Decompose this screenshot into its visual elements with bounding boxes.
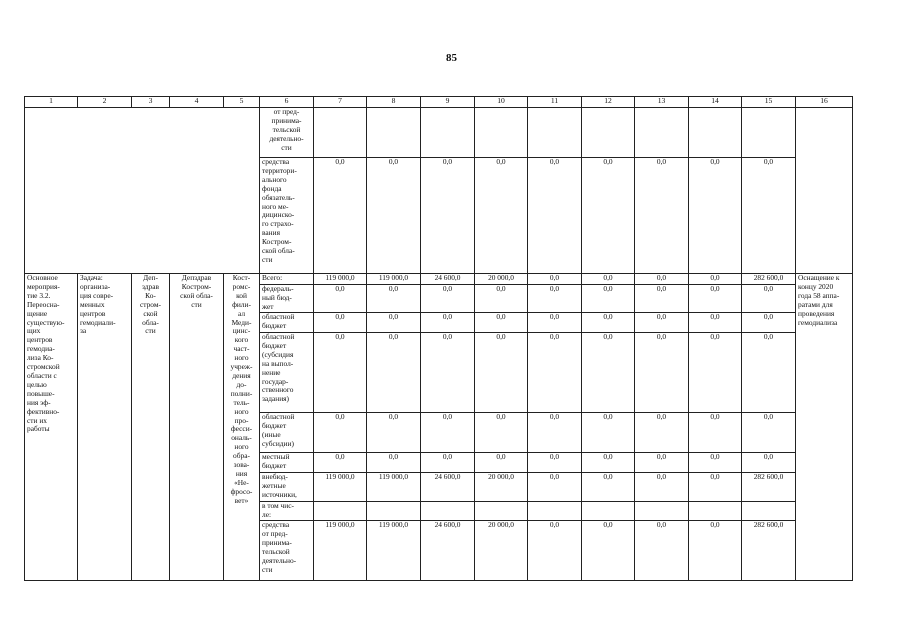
funding-source: местный бюджет bbox=[260, 453, 314, 473]
value-cell: 20 000,0 bbox=[475, 521, 528, 581]
value-cell bbox=[742, 108, 796, 158]
value-cell bbox=[314, 502, 367, 521]
value-cell bbox=[421, 502, 475, 521]
value-cell: 0,0 bbox=[742, 158, 796, 274]
value-cell: 0,0 bbox=[582, 333, 635, 413]
value-cell: 0,0 bbox=[421, 413, 475, 453]
value-cell: 0,0 bbox=[689, 453, 742, 473]
value-cell: 0,0 bbox=[635, 453, 689, 473]
value-cell: 0,0 bbox=[314, 313, 367, 333]
value-cell bbox=[582, 502, 635, 521]
column-header: 16 bbox=[796, 97, 853, 108]
page-number: 85 bbox=[446, 52, 457, 64]
value-cell: 0,0 bbox=[475, 333, 528, 413]
column-header: 7 bbox=[314, 97, 367, 108]
event-result: Оснащение к концу 2020 года 58 аппа- ратами для проведения гемодиализа bbox=[796, 274, 853, 581]
value-cell bbox=[635, 502, 689, 521]
value-cell bbox=[475, 108, 528, 158]
value-cell: 0,0 bbox=[635, 274, 689, 285]
value-cell bbox=[475, 502, 528, 521]
value-cell: 0,0 bbox=[528, 453, 582, 473]
value-cell: 0,0 bbox=[582, 313, 635, 333]
budget-table bbox=[24, 96, 853, 581]
value-cell: 0,0 bbox=[582, 413, 635, 453]
value-cell: 0,0 bbox=[582, 473, 635, 502]
value-cell bbox=[314, 108, 367, 158]
value-cell: 282 600,0 bbox=[742, 521, 796, 581]
funding-source: областной бюджет bbox=[260, 313, 314, 333]
value-cell: 0,0 bbox=[528, 274, 582, 285]
value-cell: 0,0 bbox=[582, 274, 635, 285]
value-cell: 0,0 bbox=[742, 453, 796, 473]
event-name: Основное мероприя- тие 3.2. Переосна- щение существую- щих центров гемодиа- лиза Ко- стромской области с целью повыше- ния эф- фективно- сти их работы bbox=[25, 274, 78, 581]
funding-source: областной бюджет (иные субсидии) bbox=[260, 413, 314, 453]
column-header: 3 bbox=[132, 97, 170, 108]
funding-source: внебюд- жетные источники, bbox=[260, 473, 314, 502]
value-cell: 0,0 bbox=[475, 413, 528, 453]
column-header: 6 bbox=[260, 97, 314, 108]
value-cell: 0,0 bbox=[582, 521, 635, 581]
funding-source: от пред- принима- тельской деятельно- сти bbox=[260, 108, 314, 158]
value-cell: 0,0 bbox=[475, 313, 528, 333]
value-cell: 24 600,0 bbox=[421, 521, 475, 581]
event-customer: Депздрав Костром- ской обла- сти bbox=[170, 274, 224, 581]
value-cell bbox=[635, 108, 689, 158]
value-cell: 119 000,0 bbox=[314, 473, 367, 502]
column-header: 2 bbox=[78, 97, 132, 108]
header-row bbox=[25, 97, 853, 108]
value-cell: 0,0 bbox=[742, 333, 796, 413]
empty-cell bbox=[25, 108, 260, 274]
value-cell: 20 000,0 bbox=[475, 473, 528, 502]
value-cell: 0,0 bbox=[314, 158, 367, 274]
value-cell: 119 000,0 bbox=[367, 473, 421, 502]
value-cell: 0,0 bbox=[528, 313, 582, 333]
value-cell: 0,0 bbox=[367, 333, 421, 413]
value-cell: 0,0 bbox=[689, 285, 742, 313]
column-header: 14 bbox=[689, 97, 742, 108]
value-cell: 0,0 bbox=[421, 453, 475, 473]
value-cell bbox=[742, 502, 796, 521]
value-cell: 0,0 bbox=[367, 413, 421, 453]
value-cell: 0,0 bbox=[635, 413, 689, 453]
value-cell: 0,0 bbox=[582, 158, 635, 274]
column-header: 8 bbox=[367, 97, 421, 108]
value-cell: 0,0 bbox=[528, 285, 582, 313]
value-cell: 0,0 bbox=[314, 333, 367, 413]
funding-source: средства территори- ального фонда обязатель- ного ме- дицинско- го страхо- вания Костром- ской обла- сти bbox=[260, 158, 314, 274]
value-cell: 0,0 bbox=[528, 413, 582, 453]
value-cell: 0,0 bbox=[475, 158, 528, 274]
value-cell: 0,0 bbox=[742, 285, 796, 313]
value-cell: 20 000,0 bbox=[475, 274, 528, 285]
column-header: 10 bbox=[475, 97, 528, 108]
value-cell: 0,0 bbox=[689, 158, 742, 274]
value-cell: 0,0 bbox=[635, 285, 689, 313]
column-header: 9 bbox=[421, 97, 475, 108]
value-cell: 0,0 bbox=[421, 158, 475, 274]
value-cell bbox=[367, 108, 421, 158]
value-cell bbox=[367, 502, 421, 521]
column-header: 11 bbox=[528, 97, 582, 108]
value-cell: 0,0 bbox=[421, 333, 475, 413]
value-cell: 0,0 bbox=[582, 453, 635, 473]
value-cell: 0,0 bbox=[689, 313, 742, 333]
value-cell: 0,0 bbox=[635, 333, 689, 413]
table-row bbox=[25, 274, 853, 285]
funding-source: федераль- ный бюд- жет bbox=[260, 285, 314, 313]
value-cell: 0,0 bbox=[314, 285, 367, 313]
column-header: 1 bbox=[25, 97, 78, 108]
value-cell: 24 600,0 bbox=[421, 274, 475, 285]
value-cell: 0,0 bbox=[421, 285, 475, 313]
value-cell: 0,0 bbox=[367, 313, 421, 333]
column-header: 4 bbox=[170, 97, 224, 108]
value-cell: 119 000,0 bbox=[367, 274, 421, 285]
value-cell: 0,0 bbox=[528, 333, 582, 413]
value-cell bbox=[528, 502, 582, 521]
column-header: 13 bbox=[635, 97, 689, 108]
value-cell: 282 600,0 bbox=[742, 473, 796, 502]
value-cell: 119 000,0 bbox=[314, 274, 367, 285]
table-row bbox=[25, 108, 853, 158]
value-cell: 0,0 bbox=[528, 473, 582, 502]
value-cell: 0,0 bbox=[421, 313, 475, 333]
value-cell: 0,0 bbox=[689, 413, 742, 453]
value-cell: 0,0 bbox=[314, 453, 367, 473]
value-cell: 0,0 bbox=[635, 473, 689, 502]
column-header: 5 bbox=[224, 97, 260, 108]
value-cell: 0,0 bbox=[367, 158, 421, 274]
value-cell: 0,0 bbox=[689, 333, 742, 413]
value-cell: 119 000,0 bbox=[314, 521, 367, 581]
column-header: 12 bbox=[582, 97, 635, 108]
event-performer: Кост- ромс- кой фили- ал Меди- цинс- кого част- ного учреж- дения до- полни- тель- ного про- фесси- ональ- ного обра- зова- ния «Не- фросо- вет» bbox=[224, 274, 260, 581]
event-executor: Деп- здрав Ко- стром- ской обла- сти bbox=[132, 274, 170, 581]
value-cell bbox=[689, 502, 742, 521]
funding-source: в том чис- ле: bbox=[260, 502, 314, 521]
value-cell: 0,0 bbox=[475, 453, 528, 473]
value-cell: 24 600,0 bbox=[421, 473, 475, 502]
value-cell: 0,0 bbox=[689, 274, 742, 285]
value-cell: 0,0 bbox=[742, 413, 796, 453]
value-cell: 0,0 bbox=[635, 158, 689, 274]
value-cell: 0,0 bbox=[528, 158, 582, 274]
value-cell: 0,0 bbox=[367, 285, 421, 313]
value-cell: 0,0 bbox=[528, 521, 582, 581]
value-cell: 0,0 bbox=[367, 453, 421, 473]
column-header: 15 bbox=[742, 97, 796, 108]
funding-source: областной бюджет (субсидия на выпол- нение государ- ственного задания) bbox=[260, 333, 314, 413]
value-cell: 0,0 bbox=[635, 521, 689, 581]
empty-cell bbox=[796, 108, 853, 274]
funding-source: Всего: bbox=[260, 274, 314, 285]
value-cell bbox=[582, 108, 635, 158]
event-task: Задача: организа- ция совре- менных центров гемодиали- за bbox=[78, 274, 132, 581]
value-cell: 119 000,0 bbox=[367, 521, 421, 581]
value-cell bbox=[421, 108, 475, 158]
value-cell: 0,0 bbox=[635, 313, 689, 333]
value-cell bbox=[689, 108, 742, 158]
value-cell: 0,0 bbox=[314, 413, 367, 453]
value-cell bbox=[528, 108, 582, 158]
value-cell: 0,0 bbox=[475, 285, 528, 313]
value-cell: 0,0 bbox=[582, 285, 635, 313]
value-cell: 0,0 bbox=[689, 473, 742, 502]
value-cell: 0,0 bbox=[689, 521, 742, 581]
value-cell: 0,0 bbox=[742, 313, 796, 333]
funding-source: средства от пред- принима- тельской деятельно- сти bbox=[260, 521, 314, 581]
value-cell: 282 600,0 bbox=[742, 274, 796, 285]
